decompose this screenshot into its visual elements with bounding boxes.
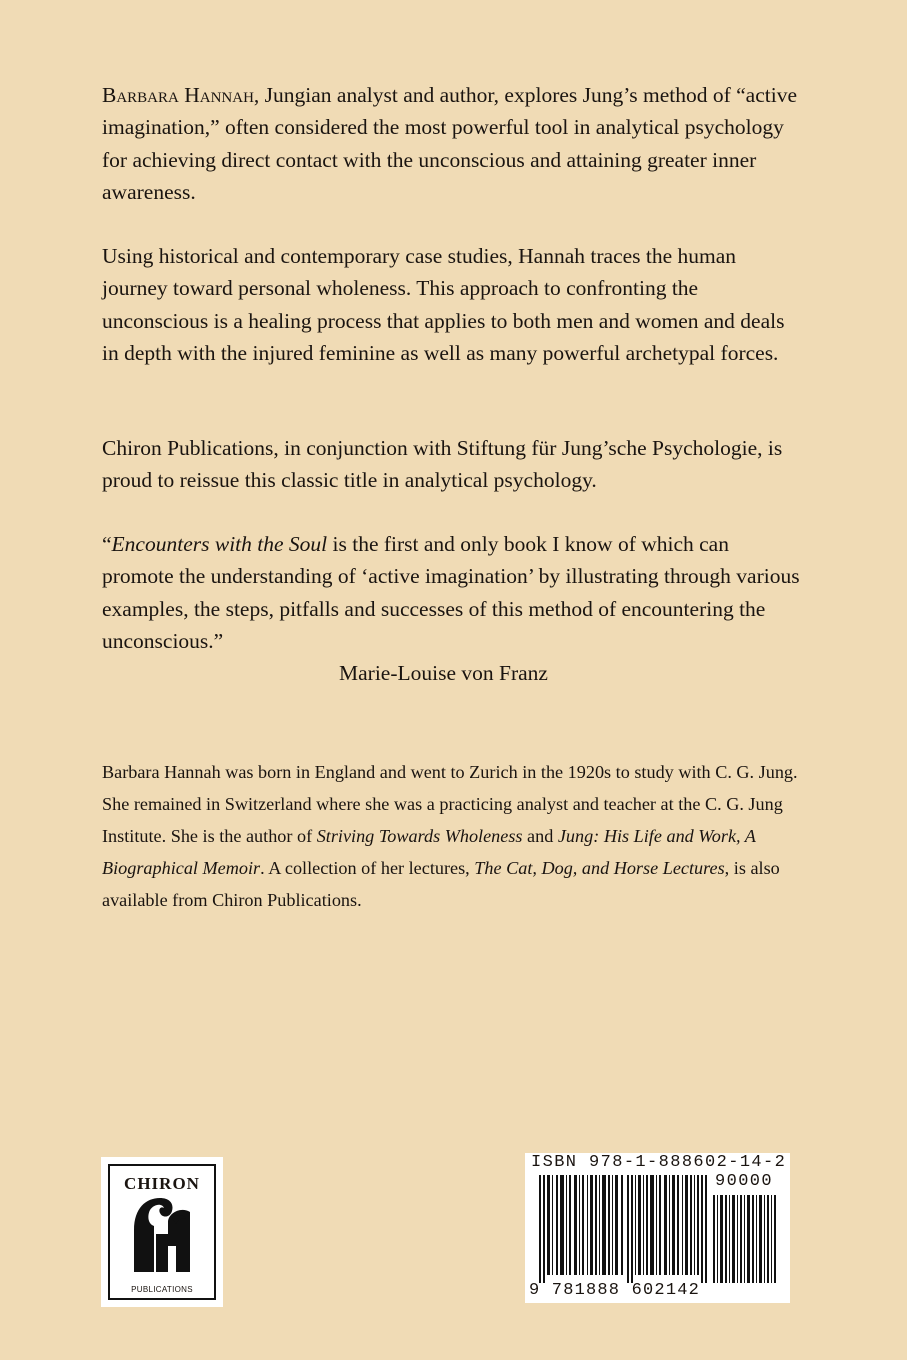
blurb-paragraph-2: Using historical and contemporary case studies, Hannah traces the human journey toward personal wholeness. This approach to confronting the unconscious is a healing process that applies to both men and women and deals in depth with the injured feminine as well as many powerful archetypal forces. [102,244,785,365]
bio-text: . A collection of her lectures, [260,858,475,878]
isbn-barcode [525,1153,790,1303]
bio-text: and [522,826,558,846]
bio-text: , is also available from Chiron Publications. [102,858,780,910]
blurb-paragraph-3: Chiron Publications, in conjunction with Stiftung für Jung’sche Psychologie, is proud to reissue this classic title in analytical psychology. [102,436,783,493]
horse-head-icon [110,1166,214,1298]
price-code: 90000 [715,1172,774,1191]
blurb-paragraph-1-text: , Jungian analyst and author, explores Jung’s method of “active imagination,” often considered the most powerful tool in analytical psychology for achieving direct contact with the unconscious and attaining greater inner awareness. [102,83,797,204]
quote-attribution: Marie-Louise von Franz [339,661,548,685]
bio-book-title: Striving Towards Wholeness [316,826,523,846]
chiron-logo [101,1157,223,1307]
author-bio [102,756,802,916]
chiron-logo-subtitle: PUBLICATIONS [131,1285,193,1294]
barcode-digits: 9 781888 602142 [529,1281,701,1300]
chiron-logo-name: CHIRON [124,1174,200,1193]
quote-open-mark: “ [102,532,112,556]
bio-text: Barbara Hannah was born in England and went to Zurich in the 1920s to study with C. G. Jung. She remained in Switzerland where she was a practicing analyst and teacher at the C. G. Jung Institute. She is the author of [102,762,798,846]
quote-book-title: Encounters with the Soul [111,532,328,556]
bio-book-title: Jung: His Life and Work, A Biographical Memoir [102,826,756,878]
quote-text: is the first and only book I know of which can promote the understanding of ‘active imagination’ by illustrating through various examples, the steps, pitfalls and successes of this method of encountering the unconscious.” [102,532,800,653]
author-name: Barbara Hannah [102,83,254,107]
bio-book-title: The Cat, Dog, and Horse Lectures [474,858,725,878]
chiron-logo-frame [108,1164,216,1300]
blurb-paragraph-1 [102,79,802,208]
isbn-label: ISBN 978-1-888602-14-2 [531,1153,787,1172]
quote [102,528,802,657]
